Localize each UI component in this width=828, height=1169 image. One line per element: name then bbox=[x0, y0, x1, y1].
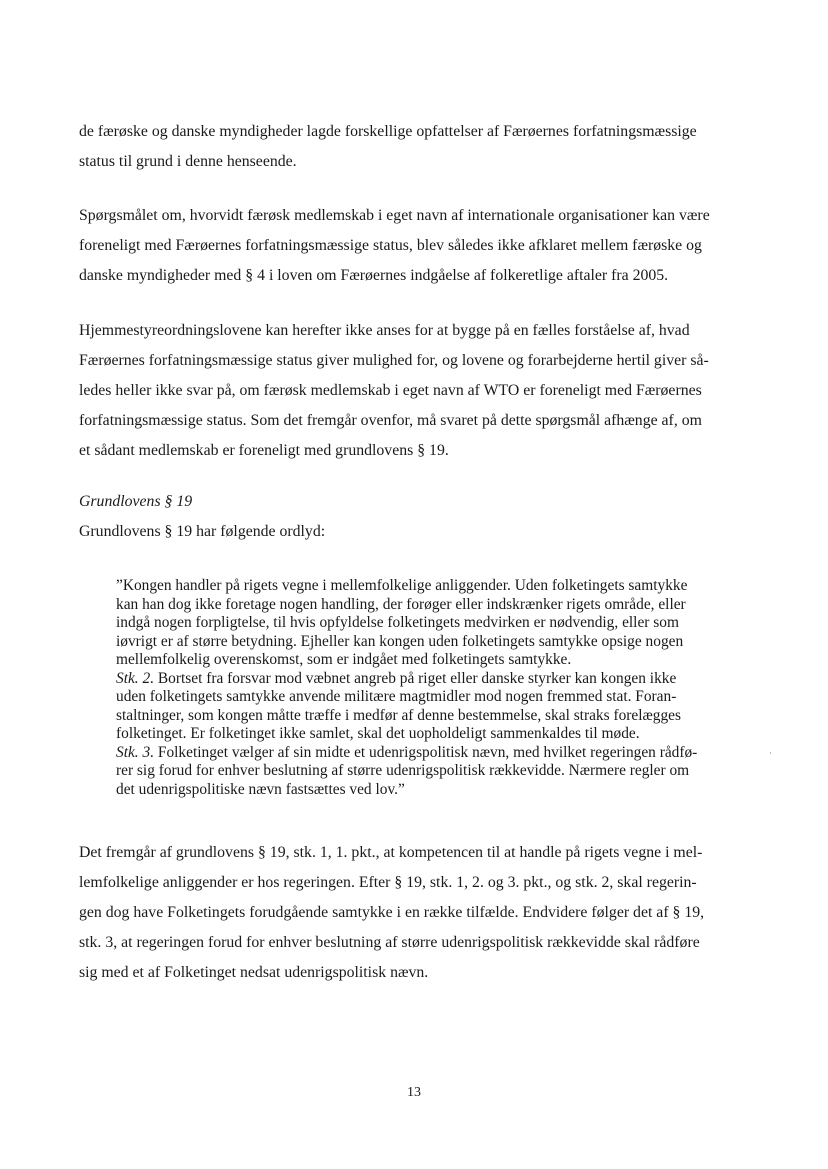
page-number: 13 bbox=[407, 1085, 421, 1100]
paragraph-line: forfatningsmæssige status. Som det fremgår ovenfor, må svaret på dette spørgsmål afhænge af, om bbox=[79, 412, 702, 429]
quote-line bbox=[116, 651, 756, 670]
paragraph-line: de færøske og danske myndigheder lagde forskellige opfattelser af Færøernes forfatningsmæssige bbox=[79, 123, 697, 140]
paragraph-2 bbox=[79, 201, 759, 291]
paragraph-line: Færøernes forfatningsmæssige status giver mulighed for, og lovene og forarbejderne hertil giver så- bbox=[79, 352, 709, 369]
paragraph-line: status til grund i denne henseende. bbox=[79, 153, 297, 170]
quote-line-text: folketinget. Er folketinget ikke samlet, skal det uopholdeligt sammenkaldes til møde. bbox=[116, 725, 640, 742]
paragraph-line: stk. 3, at regeringen forud for enhver beslutning af større udenrigspolitisk rækkevidde skal rådføre bbox=[79, 934, 700, 951]
quote-line bbox=[116, 762, 756, 781]
stk-label: Stk. 2. bbox=[116, 669, 155, 687]
paragraph-line: lemfolkelige anliggender er hos regeringen. Efter § 19, stk. 1, 2. og 3. pkt., og stk. 2, skal regerin- bbox=[79, 874, 697, 891]
paragraph-4 bbox=[79, 838, 759, 988]
quote-line bbox=[116, 725, 756, 744]
quote-line bbox=[116, 633, 756, 652]
quote-line-text: uden folketingets samtykke anvende militære magtmidler mod nogen fremmed stat. Foran- bbox=[116, 688, 677, 705]
block-quote bbox=[116, 577, 756, 799]
quote-line bbox=[116, 596, 756, 615]
quote-line-text: ”Kongen handler på rigets vegne i mellemfolkelige anliggender. Uden folketingets samtykke bbox=[116, 577, 688, 594]
scan-artifact bbox=[770, 752, 771, 754]
paragraph-line: gen dog have Folketingets forudgående samtykke i en række tilfælde. Endvidere følger det af § 19, bbox=[79, 904, 705, 921]
quote-line-text: mellemfolkelig overenskomst, som er indgået med folketingets samtykke. bbox=[116, 651, 572, 668]
section-heading: Grundlovens § 19 bbox=[79, 493, 193, 510]
paragraph-line: foreneligt med Færøernes forfatningsmæssige status, blev således ikke afklaret mellem færøske og bbox=[79, 237, 702, 254]
paragraph-line: Spørgsmålet om, hvorvidt færøsk medlemskab i eget navn af internationale organisationer kan være bbox=[79, 207, 710, 224]
quote-line bbox=[116, 688, 756, 707]
quote-line bbox=[116, 707, 756, 726]
quote-line-text: rer sig forud for enhver beslutning af større udenrigspolitisk rækkevidde. Nærmere regler om bbox=[116, 762, 690, 779]
paragraph-line: et sådant medlemskab er foreneligt med grundlovens § 19. bbox=[79, 442, 449, 459]
quote-line-text: indgå nogen forpligtelse, til hvis opfyldelse folketingets medvirken er nødvendig, eller som bbox=[116, 614, 679, 631]
stk-label: Stk. 3. bbox=[116, 743, 155, 761]
paragraph-line: Det fremgår af grundlovens § 19, stk. 1, 1. pkt., at kompetencen til at handle på rigets vegne i mel- bbox=[79, 844, 703, 861]
quote-line-text: Bortset fra forsvar mod væbnet angreb på riget eller danske styrker kan kongen ikke bbox=[154, 669, 677, 687]
paragraph-1 bbox=[79, 117, 759, 177]
quote-line bbox=[116, 577, 756, 596]
paragraph-line: ledes heller ikke svar på, om færøsk medlemskab i eget navn af WTO er foreneligt med Færøernes bbox=[79, 382, 702, 399]
quote-line bbox=[116, 781, 756, 800]
paragraph-line: Hjemmestyreordningslovene kan herefter ikke anses for at bygge på en fælles forståelse af, hvad bbox=[79, 322, 690, 339]
paragraph-line: sig med et af Folketinget nedsat udenrigspolitisk nævn. bbox=[79, 964, 429, 981]
quote-line bbox=[116, 614, 756, 633]
quote-line-text: staltninger, som kongen måtte træffe i medfør af denne bestemmelse, skal straks forelægges bbox=[116, 706, 681, 724]
paragraph-3 bbox=[79, 316, 759, 466]
quote-line bbox=[116, 744, 756, 763]
paragraph-line: danske myndigheder med § 4 i loven om Færøernes indgåelse af folkeretlige aftaler fra 2005. bbox=[79, 267, 669, 284]
quote-line bbox=[116, 670, 756, 689]
quote-line-text: iøvrigt er af større betydning. Ejheller kan kongen uden folketingets samtykke opsige nogen bbox=[116, 632, 684, 650]
quote-line-text: kan han dog ikke foretage nogen handling, der forøger eller indskrænker rigets område, eller bbox=[116, 595, 686, 613]
quote-line-text: Folketinget vælger af sin midte et udenrigspolitisk nævn, med hvilket regeringen rådfø- bbox=[154, 743, 698, 761]
quote-line-text: det udenrigspolitiske nævn fastsættes ved lov.” bbox=[116, 780, 405, 798]
section-intro: Grundlovens § 19 har følgende ordlyd: bbox=[79, 523, 326, 540]
